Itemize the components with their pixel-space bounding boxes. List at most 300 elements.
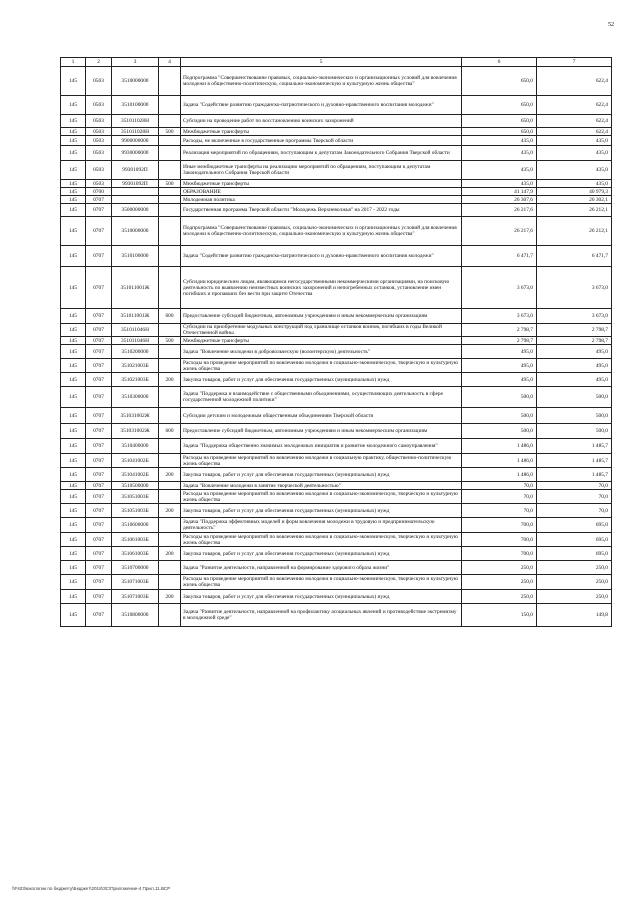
section-code-cell: 0707: [86, 387, 112, 408]
executed-amount-cell: 622,4: [537, 96, 612, 115]
executed-amount-cell: 622,4: [537, 115, 612, 128]
target-code-cell: 351021003Б: [112, 359, 159, 373]
planned-amount-cell: 435,0: [462, 161, 537, 180]
table-row: [61, 468, 612, 482]
table-row: [61, 217, 612, 246]
expense-type-cell: 500: [159, 180, 181, 188]
description-cell: Задача "Развитие деятельности, направленной на профилактику асоциальных явлений и противодействие экстремизму в молодежной среде": [181, 604, 462, 627]
expense-type-cell: [159, 439, 181, 454]
planned-amount-cell: 435,0: [462, 180, 537, 188]
expense-type-cell: 200: [159, 373, 181, 387]
expense-type-cell: [159, 161, 181, 180]
description-cell: Задача "Поддержка общественно значимых молодежных инициатив и развитие молодежного самоуправления": [181, 439, 462, 454]
admin-code-cell: 145: [61, 309, 86, 324]
section-code-cell: 0707: [86, 518, 112, 533]
executed-amount-cell: 2 798,7: [537, 337, 612, 345]
description-cell: Расходы на проведение мероприятий по вовлечению молодежи в социально-экономическую, творческую и культурную жизнь общества: [181, 490, 462, 504]
table-row: [61, 561, 612, 575]
planned-amount-cell: 150,0: [462, 604, 537, 627]
target-code-cell: 3510600000: [112, 518, 159, 533]
expense-type-cell: 500: [159, 128, 181, 136]
section-code-cell: 0707: [86, 267, 112, 309]
description-cell: Задача "Содействие развитию гражданско-патриотического и духовно-нравственного воспитания молодежи": [181, 96, 462, 115]
admin-code-cell: 145: [61, 180, 86, 188]
expense-type-cell: [159, 533, 181, 547]
expense-type-cell: [159, 115, 181, 128]
section-code-cell: 0707: [86, 324, 112, 337]
target-code-cell: 351011046Н: [112, 337, 159, 345]
description-cell: Задача "Поддержка эффективных моделей и форм вовлечения молодежи в трудовую и предпринимательскую деятельность": [181, 518, 462, 533]
expense-type-cell: 600: [159, 424, 181, 439]
planned-amount-cell: 650,0: [462, 128, 537, 136]
section-code-cell: 0707: [86, 604, 112, 627]
admin-code-cell: 145: [61, 547, 86, 561]
table-row: [61, 345, 612, 359]
description-cell: Субсидии на проведение работ по восстановлению воинских захоронений: [181, 115, 462, 128]
header-cell: 1: [61, 58, 86, 67]
table-row: [61, 161, 612, 180]
expense-type-cell: 200: [159, 590, 181, 604]
planned-amount-cell: 26 217,6: [462, 204, 537, 217]
expense-type-cell: 600: [159, 309, 181, 324]
executed-amount-cell: 500,0: [537, 424, 612, 439]
admin-code-cell: 145: [61, 217, 86, 246]
admin-code-cell: 145: [61, 359, 86, 373]
expense-type-cell: [159, 408, 181, 424]
table-row: [61, 518, 612, 533]
description-cell: Иные межбюджетные трансферты на реализацию мероприятий по обращениям, поступающим к депутатам Законодательного Собрания Тверской области: [181, 161, 462, 180]
target-code-cell: 3510200000: [112, 345, 159, 359]
target-code-cell: 351011028Н: [112, 115, 159, 128]
executed-amount-cell: 435,0: [537, 146, 612, 161]
section-code-cell: 0700: [86, 188, 112, 196]
description-cell: Расходы на проведение мероприятий по вовлечению молодежи в социальную практику, общественно-политическую жизнь общества: [181, 454, 462, 468]
description-cell: Субсидии детским и молодежным общественным объединениям Тверской области: [181, 408, 462, 424]
description-cell: Закупка товаров, работ и услуг для обеспечения государственных (муниципальных) нужд: [181, 504, 462, 518]
planned-amount-cell: 650,0: [462, 96, 537, 115]
table-row: [61, 180, 612, 188]
table-row: [61, 454, 612, 468]
table-row: [61, 146, 612, 161]
planned-amount-cell: 435,0: [462, 146, 537, 161]
table-row: [61, 337, 612, 345]
expense-type-cell: [159, 359, 181, 373]
section-code-cell: 0707: [86, 309, 112, 324]
executed-amount-cell: 435,0: [537, 136, 612, 146]
planned-amount-cell: 3 673,0: [462, 309, 537, 324]
planned-amount-cell: 1 486,0: [462, 439, 537, 454]
planned-amount-cell: 700,0: [462, 518, 537, 533]
section-code-cell: 0707: [86, 204, 112, 217]
description-cell: Реализация мероприятий по обращениям, поступающим к депутатам Законодательного Собрания Тверской области: [181, 146, 462, 161]
description-cell: Задача "Вовлечение молодежи в занятие творческой деятельностью": [181, 482, 462, 490]
admin-code-cell: 145: [61, 490, 86, 504]
target-code-cell: 351011046Н: [112, 324, 159, 337]
description-cell: Расходы на проведение мероприятий по вовлечению молодежи в социально-экономическую, творческую и культурную жизнь общества: [181, 359, 462, 373]
section-code-cell: 0707: [86, 490, 112, 504]
executed-amount-cell: 26 212,1: [537, 217, 612, 246]
description-cell: Межбюджетные трансферты: [181, 337, 462, 345]
planned-amount-cell: 41 147,9: [462, 188, 537, 196]
section-code-cell: 0707: [86, 482, 112, 490]
description-cell: Закупка товаров, работ и услуг для обеспечения государственных (муниципальных) нужд: [181, 468, 462, 482]
planned-amount-cell: 495,0: [462, 359, 537, 373]
admin-code-cell: 145: [61, 136, 86, 146]
planned-amount-cell: 70,0: [462, 482, 537, 490]
planned-amount-cell: 26 307,6: [462, 196, 537, 204]
planned-amount-cell: 500,0: [462, 408, 537, 424]
description-cell: Задача "Содействие развитию гражданско-патриотического и духовно-нравственного воспитания молодежи": [181, 246, 462, 267]
description-cell: Задача "Вовлечение молодежи в добровольческую (волонтерскую) деятельность": [181, 345, 462, 359]
section-code-cell: 0503: [86, 115, 112, 128]
target-code-cell: 3510000000: [112, 67, 159, 96]
executed-amount-cell: 495,0: [537, 345, 612, 359]
expense-type-cell: [159, 561, 181, 575]
description-cell: Задача "Развитие деятельности, направленной на формирование здорового образа жизни": [181, 561, 462, 575]
section-code-cell: 0707: [86, 217, 112, 246]
target-code-cell: 3500000000: [112, 204, 159, 217]
admin-code-cell: 145: [61, 533, 86, 547]
executed-amount-cell: 695,0: [537, 547, 612, 561]
header-cell: 4: [159, 58, 181, 67]
expense-type-cell: [159, 518, 181, 533]
target-code-cell: 351051003Б: [112, 490, 159, 504]
executed-amount-cell: 622,4: [537, 67, 612, 96]
table-header-row: [61, 58, 612, 67]
table-row: [61, 482, 612, 490]
table-row: [61, 533, 612, 547]
description-cell: Подпрограмма "Совершенствование правовых, социально-экономических и организационных условий для вовлечения молодежи в общественно-политическую, социально-экономическую и культурную жизнь общества": [181, 67, 462, 96]
executed-amount-cell: 3 673,0: [537, 267, 612, 309]
table-row: [61, 128, 612, 136]
description-cell: Задача "Поддержка и взаимодействие с общественными объединениями, осуществляющих деятельность в сфере государственной молодежной политики": [181, 387, 462, 408]
planned-amount-cell: 495,0: [462, 345, 537, 359]
admin-code-cell: 145: [61, 408, 86, 424]
planned-amount-cell: 6 471,7: [462, 246, 537, 267]
expense-type-cell: [159, 196, 181, 204]
table-row: [61, 359, 612, 373]
admin-code-cell: 145: [61, 115, 86, 128]
description-cell: Молодежная политика: [181, 196, 462, 204]
table-row: [61, 547, 612, 561]
target-code-cell: 9900000000: [112, 136, 159, 146]
section-code-cell: 0707: [86, 504, 112, 518]
section-code-cell: 0503: [86, 128, 112, 136]
expense-type-cell: [159, 490, 181, 504]
planned-amount-cell: 3 673,0: [462, 267, 537, 309]
planned-amount-cell: 26 217,6: [462, 217, 537, 246]
executed-amount-cell: 435,0: [537, 180, 612, 188]
table-row: [61, 439, 612, 454]
header-cell: 6: [462, 58, 537, 67]
target-code-cell: 3510300000: [112, 387, 159, 408]
executed-amount-cell: 495,0: [537, 359, 612, 373]
section-code-cell: 0503: [86, 96, 112, 115]
planned-amount-cell: 650,0: [462, 115, 537, 128]
description-cell: Подпрограмма "Совершенствование правовых, социально-экономических и организационных условий для вовлечения молодежи в общественно-политическую, социально-экономическую и культурную жизнь общества": [181, 217, 462, 246]
planned-amount-cell: 2 798,7: [462, 337, 537, 345]
table-row: [61, 96, 612, 115]
admin-code-cell: 145: [61, 345, 86, 359]
expense-type-cell: 200: [159, 504, 181, 518]
planned-amount-cell: 2 798,7: [462, 324, 537, 337]
executed-amount-cell: 500,0: [537, 387, 612, 408]
description-cell: Субсидии юридическим лицам, являющимся негосударственными некоммерческими организациями, на поисковую деятельность по выявлению неизвестных воинских захоронений и непогребенных останков, установление имен погибших и пропавших без вести при защите Отечества: [181, 267, 462, 309]
section-code-cell: 0707: [86, 424, 112, 439]
target-code-cell: 99301092П: [112, 161, 159, 180]
table-row: [61, 324, 612, 337]
executed-amount-cell: 6 471,7: [537, 246, 612, 267]
planned-amount-cell: 500,0: [462, 387, 537, 408]
admin-code-cell: 145: [61, 146, 86, 161]
admin-code-cell: 145: [61, 387, 86, 408]
executed-amount-cell: 250,0: [537, 575, 612, 590]
table-row: [61, 136, 612, 146]
table-row: [61, 115, 612, 128]
section-code-cell: 0707: [86, 408, 112, 424]
description-cell: Закупка товаров, работ и услуг для обеспечения государственных (муниципальных) нужд: [181, 373, 462, 387]
admin-code-cell: 145: [61, 590, 86, 604]
table-row: [61, 424, 612, 439]
table-row: [61, 309, 612, 324]
planned-amount-cell: 70,0: [462, 504, 537, 518]
expense-type-cell: [159, 324, 181, 337]
planned-amount-cell: 650,0: [462, 67, 537, 96]
section-code-cell: 0707: [86, 337, 112, 345]
target-code-cell: 3510500000: [112, 482, 159, 490]
executed-amount-cell: 500,0: [537, 408, 612, 424]
target-code-cell: 351011028Н: [112, 128, 159, 136]
target-code-cell: 3510800000: [112, 604, 159, 627]
section-code-cell: 0503: [86, 136, 112, 146]
planned-amount-cell: 250,0: [462, 575, 537, 590]
executed-amount-cell: 250,0: [537, 561, 612, 575]
admin-code-cell: 145: [61, 373, 86, 387]
section-code-cell: 0503: [86, 161, 112, 180]
admin-code-cell: 145: [61, 575, 86, 590]
section-code-cell: 0503: [86, 146, 112, 161]
description-cell: Предоставление субсидий бюджетным, автономным учреждениям и иным некоммерческим организациям: [181, 309, 462, 324]
page-number: 52: [608, 22, 614, 28]
table-row: [61, 246, 612, 267]
executed-amount-cell: 1 485,7: [537, 454, 612, 468]
section-code-cell: 0503: [86, 67, 112, 96]
executed-amount-cell: 149,8: [537, 604, 612, 627]
table-row: [61, 504, 612, 518]
executed-amount-cell: 40 979,3: [537, 188, 612, 196]
expense-type-cell: [159, 604, 181, 627]
target-code-cell: 351071003Б: [112, 590, 159, 604]
budget-table: [60, 57, 612, 627]
section-code-cell: 0503: [86, 180, 112, 188]
admin-code-cell: 145: [61, 468, 86, 482]
target-code-cell: [112, 196, 159, 204]
target-code-cell: [112, 188, 159, 196]
executed-amount-cell: 70,0: [537, 490, 612, 504]
description-cell: Межбюджетные трансферты: [181, 128, 462, 136]
file-path-footer: \\Fs03\юкологии по бюджету\Бюджет\2018\ЗС\Приложение-4 Прил.11.ВСР: [12, 886, 171, 891]
description-cell: Расходы на проведение мероприятий по вовлечению молодежи в социально-экономическую, творческую и культурную жизнь общества: [181, 575, 462, 590]
header-cell: 5: [181, 58, 462, 67]
table-row: [61, 604, 612, 627]
admin-code-cell: 145: [61, 561, 86, 575]
admin-code-cell: 145: [61, 439, 86, 454]
executed-amount-cell: 70,0: [537, 504, 612, 518]
executed-amount-cell: 495,0: [537, 373, 612, 387]
expense-type-cell: [159, 267, 181, 309]
admin-code-cell: 145: [61, 188, 86, 196]
executed-amount-cell: 70,0: [537, 482, 612, 490]
table-row: [61, 590, 612, 604]
planned-amount-cell: 70,0: [462, 490, 537, 504]
description-cell: Предоставление субсидий бюджетным, автономным учреждениям и иным некоммерческим организациям: [181, 424, 462, 439]
expense-type-cell: [159, 67, 181, 96]
table-row: [61, 387, 612, 408]
admin-code-cell: 145: [61, 267, 86, 309]
admin-code-cell: 145: [61, 504, 86, 518]
planned-amount-cell: 700,0: [462, 533, 537, 547]
section-code-cell: 0707: [86, 196, 112, 204]
executed-amount-cell: 695,0: [537, 518, 612, 533]
expense-type-cell: [159, 246, 181, 267]
table-row: [61, 67, 612, 96]
target-code-cell: 9930000000: [112, 146, 159, 161]
target-code-cell: 351071003Б: [112, 575, 159, 590]
expense-type-cell: 200: [159, 547, 181, 561]
description-cell: Расходы, не включенные в государственные программы Тверской области: [181, 136, 462, 146]
section-code-cell: 0707: [86, 345, 112, 359]
target-code-cell: 351041002Б: [112, 468, 159, 482]
table-row: [61, 408, 612, 424]
section-code-cell: 0707: [86, 246, 112, 267]
target-code-cell: 351031002Ж: [112, 424, 159, 439]
expense-type-cell: [159, 454, 181, 468]
expense-type-cell: [159, 387, 181, 408]
section-code-cell: 0707: [86, 590, 112, 604]
executed-amount-cell: 1 485,7: [537, 439, 612, 454]
expense-type-cell: [159, 188, 181, 196]
planned-amount-cell: 495,0: [462, 373, 537, 387]
table-row: [61, 204, 612, 217]
executed-amount-cell: 1 485,7: [537, 468, 612, 482]
admin-code-cell: 145: [61, 604, 86, 627]
admin-code-cell: 145: [61, 204, 86, 217]
target-code-cell: 351031002Ж: [112, 408, 159, 424]
section-code-cell: 0707: [86, 359, 112, 373]
expense-type-cell: [159, 575, 181, 590]
description-cell: Субсидии на приобретение модульных конструкций под хранилище останков воинов, погибших в годы Великой Отечественной войны: [181, 324, 462, 337]
executed-amount-cell: 435,0: [537, 161, 612, 180]
executed-amount-cell: 622,4: [537, 128, 612, 136]
expense-type-cell: [159, 136, 181, 146]
header-cell: 2: [86, 58, 112, 67]
description-cell: Государственная программа Тверской области "Молодежь Верхневолжья" на 2017 - 2022 годы: [181, 204, 462, 217]
admin-code-cell: 145: [61, 246, 86, 267]
table-row: [61, 575, 612, 590]
section-code-cell: 0707: [86, 561, 112, 575]
expense-type-cell: [159, 146, 181, 161]
admin-code-cell: 145: [61, 324, 86, 337]
target-code-cell: 351011001Ж: [112, 309, 159, 324]
admin-code-cell: 145: [61, 128, 86, 136]
target-code-cell: 3510000000: [112, 217, 159, 246]
table-row: [61, 267, 612, 309]
table-row: [61, 188, 612, 196]
expense-type-cell: 200: [159, 468, 181, 482]
expense-type-cell: [159, 345, 181, 359]
table-row: [61, 373, 612, 387]
admin-code-cell: 145: [61, 96, 86, 115]
section-code-cell: 0707: [86, 468, 112, 482]
table-body: [61, 58, 612, 627]
planned-amount-cell: 1 486,0: [462, 454, 537, 468]
target-code-cell: 3510400000: [112, 439, 159, 454]
planned-amount-cell: 250,0: [462, 561, 537, 575]
executed-amount-cell: 3 673,0: [537, 309, 612, 324]
executed-amount-cell: 2 798,7: [537, 324, 612, 337]
description-cell: Закупка товаров, работ и услуг для обеспечения государственных (муниципальных) нужд: [181, 547, 462, 561]
executed-amount-cell: 695,0: [537, 533, 612, 547]
section-code-cell: 0707: [86, 439, 112, 454]
table-row: [61, 490, 612, 504]
admin-code-cell: 145: [61, 161, 86, 180]
admin-code-cell: 145: [61, 518, 86, 533]
target-code-cell: 3510700000: [112, 561, 159, 575]
executed-amount-cell: 26 212,1: [537, 204, 612, 217]
description-cell: Закупка товаров, работ и услуг для обеспечения государственных (муниципальных) нужд: [181, 590, 462, 604]
target-code-cell: 351021003Б: [112, 373, 159, 387]
executed-amount-cell: 250,0: [537, 590, 612, 604]
expense-type-cell: [159, 96, 181, 115]
planned-amount-cell: 435,0: [462, 136, 537, 146]
planned-amount-cell: 250,0: [462, 590, 537, 604]
expense-type-cell: [159, 204, 181, 217]
target-code-cell: 99301092П: [112, 180, 159, 188]
target-code-cell: 351051003Б: [112, 504, 159, 518]
admin-code-cell: 145: [61, 196, 86, 204]
description-cell: Расходы на проведение мероприятий по вовлечению молодежи в социально-экономическую, творческую и культурную жизнь общества: [181, 533, 462, 547]
admin-code-cell: 145: [61, 67, 86, 96]
target-code-cell: 351061003Б: [112, 533, 159, 547]
description-cell: Межбюджетные трансферты: [181, 180, 462, 188]
expense-type-cell: [159, 482, 181, 490]
section-code-cell: 0707: [86, 373, 112, 387]
planned-amount-cell: 1 486,0: [462, 468, 537, 482]
expense-type-cell: 500: [159, 337, 181, 345]
expense-type-cell: [159, 217, 181, 246]
admin-code-cell: 145: [61, 424, 86, 439]
target-code-cell: 351041002Б: [112, 454, 159, 468]
admin-code-cell: 145: [61, 337, 86, 345]
target-code-cell: 3510100000: [112, 246, 159, 267]
target-code-cell: 351011001Ж: [112, 267, 159, 309]
admin-code-cell: 145: [61, 454, 86, 468]
planned-amount-cell: 500,0: [462, 424, 537, 439]
section-code-cell: 0707: [86, 454, 112, 468]
table-row: [61, 196, 612, 204]
description-cell: ОБРАЗОВАНИЕ: [181, 188, 462, 196]
section-code-cell: 0707: [86, 533, 112, 547]
section-code-cell: 0707: [86, 575, 112, 590]
header-cell: 7: [537, 58, 612, 67]
executed-amount-cell: 26 302,1: [537, 196, 612, 204]
section-code-cell: 0707: [86, 547, 112, 561]
admin-code-cell: 145: [61, 482, 86, 490]
planned-amount-cell: 700,0: [462, 547, 537, 561]
header-cell: 3: [112, 58, 159, 67]
target-code-cell: 3510100000: [112, 96, 159, 115]
target-code-cell: 351061003Б: [112, 547, 159, 561]
